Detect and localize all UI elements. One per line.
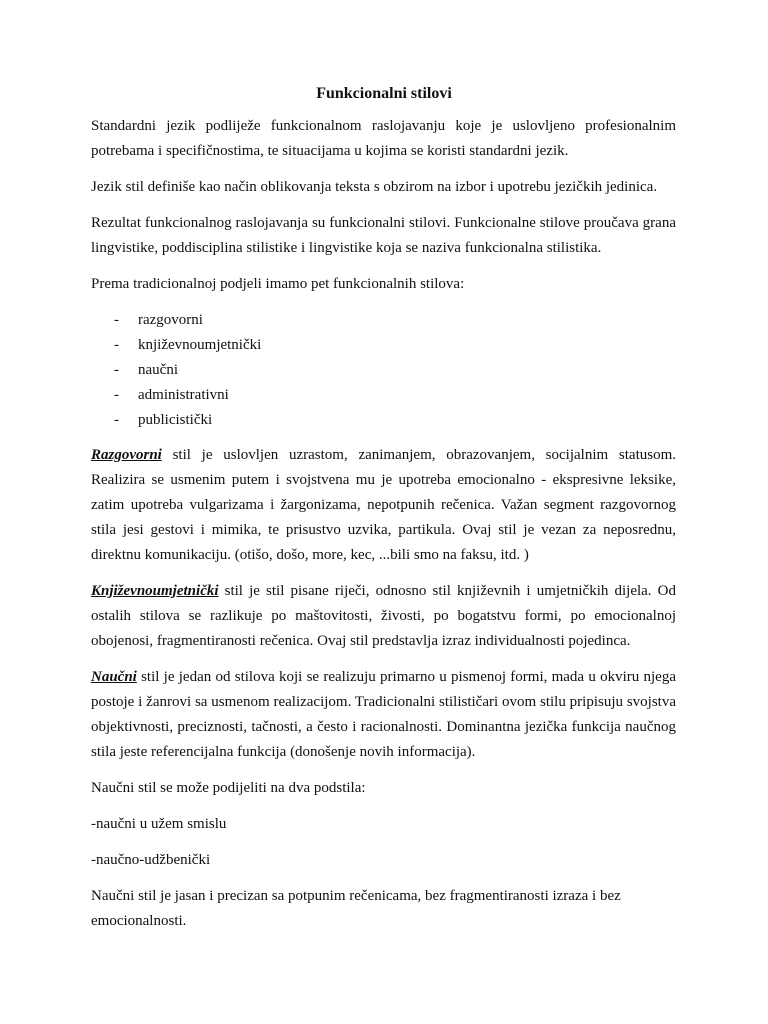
paragraph-closing: Naučni stil je jasan i precizan sa potpunim rečenicama, bez fragmentiranosti izraza i bez emocionalnosti. bbox=[91, 888, 621, 929]
list-item: - publicistički bbox=[91, 408, 676, 433]
document-body bbox=[91, 114, 676, 945]
paragraph-intro-1: Standardni jezik podliježe funkcionalnom raslojavanju koje je uslovljeno profesionalnim potrebama i specifičnostima, te situacijama u kojima se koristi standardni jezik. bbox=[91, 118, 676, 159]
paragraph-substyles-intro: Naučni stil se može podijeliti na dva podstila: bbox=[91, 780, 366, 796]
paragraph-list-intro: Prema tradicionalnoj podjeli imamo pet funkcionalnih stilova: bbox=[91, 276, 465, 292]
list-item: - administrativni bbox=[91, 383, 676, 408]
paragraph-intro-2: Jezik stil definiše kao način oblikovanja teksta s obzirom na izbor i upotrebu jezičkih jedinica. bbox=[91, 179, 658, 195]
list-item: - razgovorni bbox=[91, 308, 676, 333]
paragraph-substyle-2: -naučno-udžbenički bbox=[91, 852, 211, 868]
paragraph-substyle-1: -naučni u užem smislu bbox=[91, 816, 227, 832]
list-item: - književnoumjetnički bbox=[91, 333, 676, 358]
naucni-text: stil je jedan od stilova koji se realizuju primarno u pismenoj formi, mada u okviru njega postoje i žanrovi sa usmenom realizacijom. Tradicionalni stilističari ovom stilu pripisuju svojstva objektivnosti, preciznosti, tačnosti, a često i racionalnosti. Dominantna jezička funkcija naučnog stila jeste referencijalna funkcija (donošenje novih informacija). bbox=[91, 669, 676, 760]
paragraph-razgovorni bbox=[91, 443, 676, 568]
razgovorni-text: stil je uslovljen uzrastom, zanimanjem, obrazovanjem, socijalnim statusom. Realizira se usmenim putem i svojstvena mu je upotreba emocionalno - ekspresivne leksike, zatim upotreba vulgarizama i žargonizama, nepotpunih rečenica. Važan segment razgovornog stila jesi gestovi i mimika, te prisustvo uzvika, partikula. Ovaj stil je vezan za neposrednu, direktnu komunikaciju. (otišo, došo, more, kec, ...bili smo na faksu, itd. ) bbox=[91, 447, 676, 563]
styles-list bbox=[91, 308, 676, 433]
paragraph-naucni bbox=[91, 665, 676, 765]
list-item: - naučni bbox=[91, 358, 676, 383]
paragraph-knjizevnoumjetnicki bbox=[91, 579, 676, 654]
term-razgovorni: Razgovorni bbox=[91, 447, 162, 463]
paragraph-intro-3: Rezultat funkcionalnog raslojavanja su funkcionalni stilovi. Funkcionalne stilove proučava grana lingvistike, poddisciplina stilistike i lingvistike koja se naziva funkcionalna stilistika. bbox=[91, 215, 676, 256]
term-naucni: Naučni bbox=[91, 669, 137, 685]
knjizevnoumjetnicki-text: stil je stil pisane riječi, odnosno stil književnih i umjetničkih dijela. Od ostalih stilova se razlikuje po maštovitosti, živosti, po bogatstvu formi, po emocionalnoj obojenosi, fragmentiranosti rečenica. Ovaj stil predstavlja izraz individualnosti pojedinca. bbox=[91, 583, 676, 649]
term-knjizevnoumjetnicki: Književnoumjetnički bbox=[91, 583, 219, 599]
document-title: Funkcionalni stilovi bbox=[316, 85, 452, 102]
